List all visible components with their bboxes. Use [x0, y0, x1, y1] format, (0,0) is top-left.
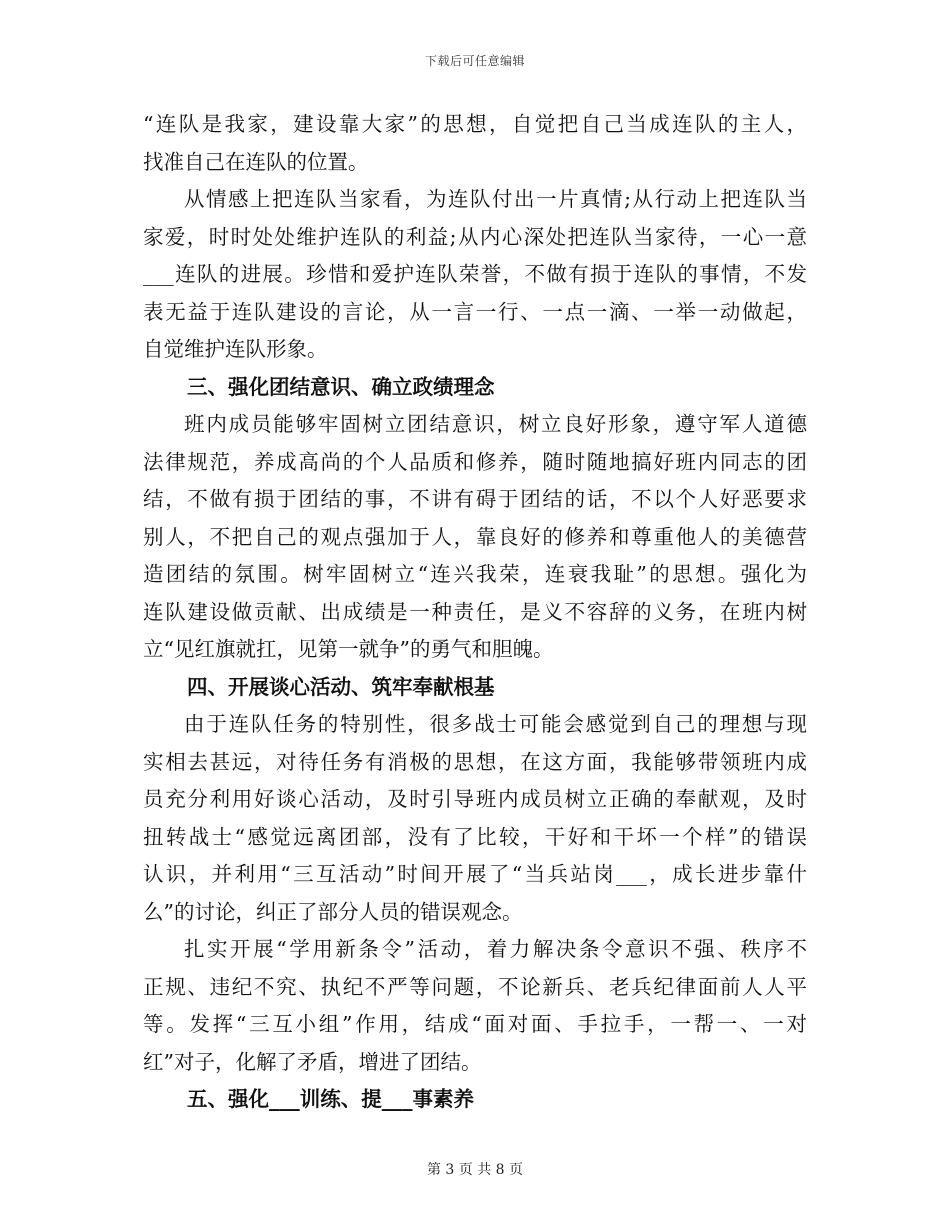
section-heading: 四、开展谈心活动、筑牢奉献根基 [187, 674, 495, 699]
body-line: 立“见红旗就扛，见第一就争”的勇气和胆魄。 [143, 637, 554, 661]
body-line: ___连队的进展。珍惜和爱护连队荣誉，不做有损于连队的事情，不发 [143, 262, 807, 286]
body-line: 红”对子，化解了矛盾，增进了团结。 [143, 1049, 482, 1074]
body-line: 实相去甚远，对待任务有消极的思想，在这方面，我能够带领班内成 [143, 749, 807, 774]
body-line: 表无益于连队建设的言论，从一言一行、一点一滴、一举一动做起， [143, 299, 807, 324]
body-line: 扎实开展“学用新条令”活动，着力解决条令意识不强、秩序不 [184, 937, 807, 961]
body-line: 班内成员能够牢固树立团结意识，树立良好形象，遵守军人道德 [184, 412, 807, 436]
body-line: 连队建设做贡献、出成绩是一种责任，是义不容辞的义务，在班内树 [143, 599, 807, 624]
body-line: 结，不做有损于团结的事，不讲有碍于团结的话，不以个人好恶要求 [143, 487, 807, 511]
body-line: 从情感上把连队当家看，为连队付出一片真情;从行动上把连队当 [184, 187, 807, 211]
body-line: 造团结的氛围。树牢固树立“连兴我荣，连衰我耻”的思想。强化为 [143, 562, 807, 586]
page-number: 第 3 页 共 8 页 [426, 1162, 524, 1178]
body-line: 找准自己在连队的位置。 [143, 149, 369, 174]
body-line: 么”的讨论，纠正了部分人员的错误观念。 [143, 899, 523, 924]
body-line: 家爱，时时处处维护连队的利益;从内心深处把连队当家待，一心一意 [143, 224, 807, 249]
page-header: 下载后可任意编辑 [424, 54, 525, 68]
body-line: 正规、违纪不究、执纪不严等问题，不论新兵、老兵纪律面前人人平 [143, 974, 807, 999]
body-line: 法律规范，养成高尚的个人品质和修养，随时随地搞好班内同志的团 [143, 449, 807, 474]
body-line: 自觉维护连队形象。 [143, 337, 328, 361]
section-heading: 五、强化___训练、提___事素养 [187, 1087, 474, 1111]
body-line: 认识，并利用“三互活动”时间开展了“当兵站岗___，成长进步靠什 [143, 862, 807, 886]
body-line: 由于连队任务的特别性，很多战士可能会感觉到自己的理想与现 [184, 712, 807, 736]
body-line: “连队是我家，建设靠大家”的思想，自觉把自己当成连队的主人， [143, 112, 807, 136]
body-line: 别人，不把自己的观点强加于人，靠良好的修养和尊重他人的美德营 [143, 524, 807, 549]
body-line: 等。发挥“三互小组”作用，结成“面对面、手拉手，一帮一、一对 [143, 1012, 807, 1036]
body-line: 员充分利用好谈心活动，及时引导班内成员树立正确的奉献观，及时 [143, 787, 807, 811]
document-body [143, 106, 807, 1119]
section-heading: 三、强化团结意识、确立政绩理念 [187, 374, 495, 399]
body-line: 扭转战士“感觉远离团部，没有了比较，干好和干坏一个样”的错误 [143, 824, 807, 849]
